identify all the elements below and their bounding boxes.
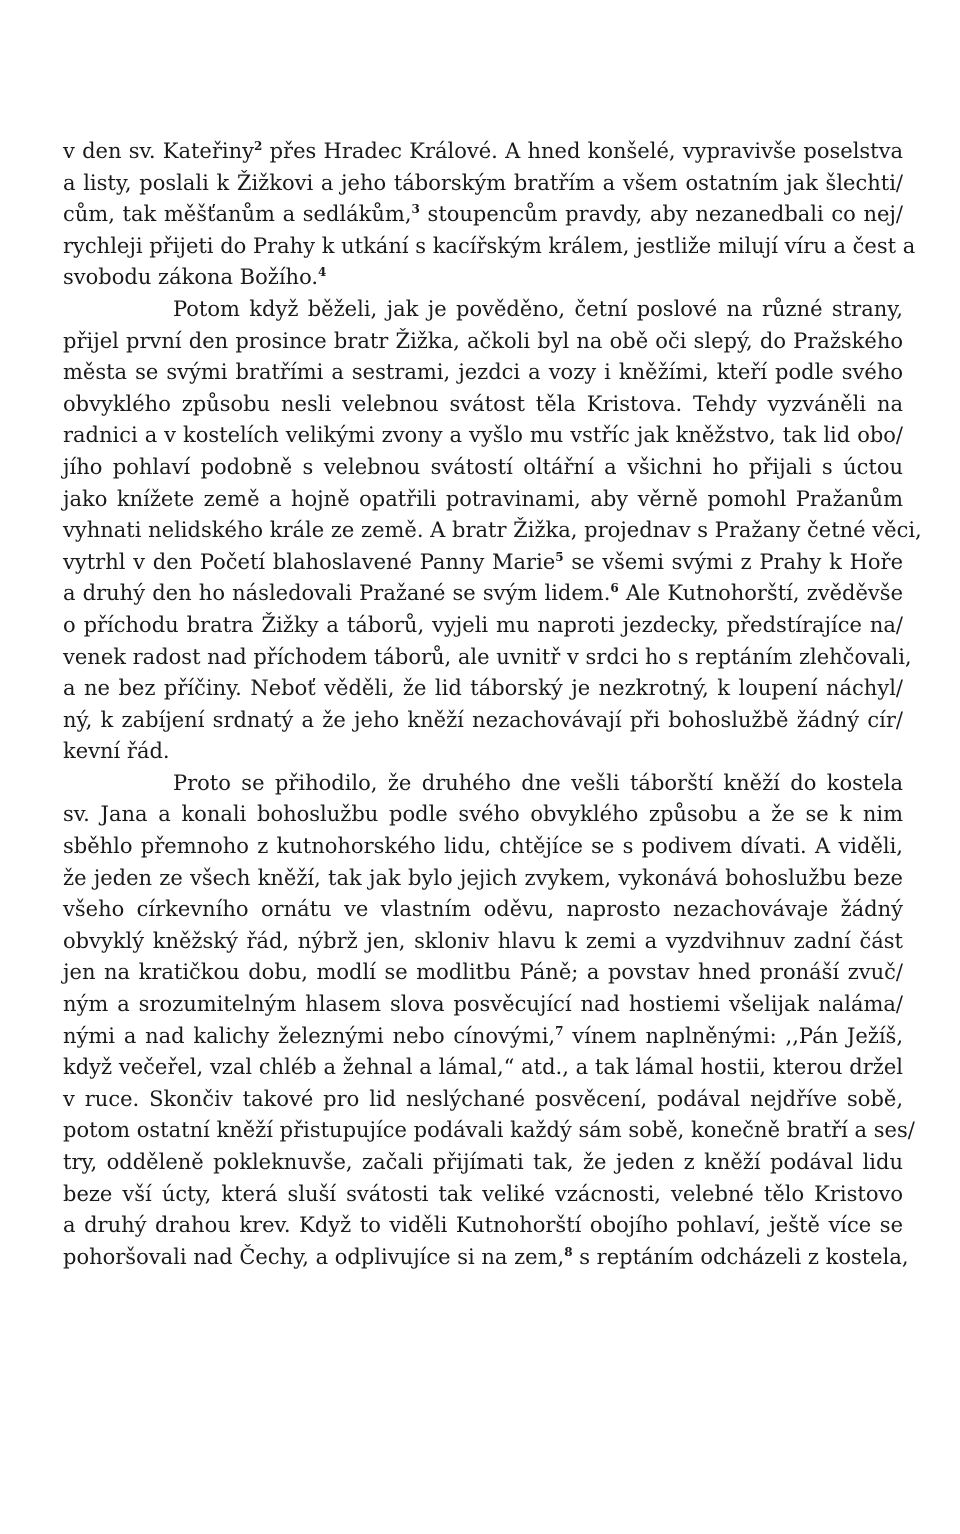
text-segment: venek radost nad příchodem táborů, ale uvnitř v srdci ho s reptáním zlehčovali, [63,644,912,669]
text-segment: ný, k zabíjení srdnatý a že jeho kněží nezachovávají při bohoslužbě žádný cír/ [63,707,903,732]
paragraph [63,768,915,1274]
text-line [63,989,903,1021]
text-segment: pohoršovali nad Čechy, a odplivujíce si na zem, [63,1244,565,1269]
text-segment: rychleji přijeti do Prahy k utkání s kacířským králem, jestliže milují víru a čest a [63,233,916,258]
text-segment: když večeřel, vzal chléb a žehnal a lámal,“ atd., a tak lámal hostii, kterou držel [63,1055,903,1080]
text-line [63,1084,903,1116]
text-line [63,515,922,547]
text-segment: přijel první den prosince bratr Žižka, ačkoli byl na obě oči slepý, do Pražského [63,328,903,353]
text-line [63,1242,909,1274]
text-line [63,1179,903,1211]
footnote-marker: 3 [411,202,420,217]
text-line [63,1021,903,1053]
text-segment: stoupencům pravdy, aby nezanedbali co nej/ [419,202,904,227]
text-line [63,231,916,263]
text-line [63,957,903,989]
text-segment: nými a nad kalichy železnými nebo cínovými, [63,1023,556,1048]
text-line [63,610,903,642]
text-segment: obvyklého způsobu nesli velebnou svátost těla Kristova. Tehdy vyzváněli na [63,391,903,416]
text-line [63,389,903,421]
text-line [63,926,903,958]
text-segment: potom ostatní kněží přistupujíce podávali každý sám sobě, konečně bratří a ses/ [63,1118,915,1143]
text-line [63,136,903,168]
text-line [63,1210,903,1242]
text-segment: a listy, poslali k Žižkovi a jeho táborským bratřím a všem ostatním jak šlechti/ [63,170,903,195]
text-segment: beze vší úcty, která sluší svátosti tak veliké vzácnosti, velebné tělo Kristovo [63,1181,903,1206]
text-segment: sběhlo přemnoho z kutnohorského lidu, chtějíce se s podivem dívati. A viděli, [63,834,903,859]
text-line [63,705,903,737]
text-segment: obvyklý kněžský řád, nýbrž jen, skloniv hlavu k zemi a vyzdvihnuv zadní část [63,928,903,953]
text-segment: Potom když běželi, jak je pověděno, četní poslové na různé strany, [173,296,903,321]
text-line [63,452,903,484]
text-segment: vytrhl v den Početí blahoslavené Panny Marie [63,549,556,574]
text-segment: kevní řád. [63,739,170,764]
footnote-marker: 6 [610,581,619,596]
footnote-marker: 7 [555,1023,564,1038]
text-line [63,484,903,516]
text-segment: radnici a v kostelích velikými zvony a vyšlo mu vstříc jak kněžstvo, tak lid obo/ [63,423,903,448]
paragraph [63,294,922,768]
text-segment: o příchodu bratra Žižky a táborů, vyjeli mu naproti jezdecky, předstírajíce na/ [63,612,903,637]
text-segment: jako knížete země a hojně opatřili potravinami, aby věrně pomohl Pražanům [63,486,903,511]
text-line [63,1052,903,1084]
text-segment: try, odděleně pokleknuvše, začali přijímati tak, že jeden z kněží podával lidu [63,1150,903,1174]
text-line [63,578,903,610]
text-segment: v ruce. Skončiv takové pro lid neslýchané posvěcení, podával nejdříve sobě, [63,1086,903,1111]
text-line [63,1115,915,1147]
text-line [63,863,903,895]
text-segment: vínem naplněnými: ,,Pán Ježíš, [563,1023,904,1048]
text-line [63,199,903,231]
text-line [63,768,903,800]
text-segment: jen na kratičkou dobu, modlí se modlitbu Páně; a povstav hned pronáší zvuč/ [63,960,903,985]
text-line [63,642,912,674]
text-segment: a druhý den ho následovali Pražané se svým lidem. [63,581,611,606]
text-line [63,420,903,452]
text-line [63,673,903,705]
text-segment: ným a srozumitelným hlasem slova posvěcující nad hostiemi všelijak naláma/ [63,992,903,1017]
text-segment: sv. Jana a konali bohoslužbu podle svého obvyklého způsobu a že se k nim [63,802,903,827]
text-segment: v den sv. Kateřiny [63,139,255,163]
text-segment: s reptáním odcházeli z kostela, [572,1244,909,1269]
text-segment: a ne bez příčiny. Neboť věděli, že lid táborský je nezkrotný, k loupení náchyl/ [63,676,903,701]
text-line [63,736,903,768]
text-segment: všeho církevního ornátu ve vlastním oděvu, naprosto nezachovávaje žádný [63,897,903,922]
text-segment: že jeden ze všech kněží, tak jak bylo jejich zvykem, vykonává bohoslužbu beze [63,865,903,890]
text-line [63,262,903,294]
text-line [63,831,903,863]
text-segment: přes Hradec Králové. A hned konšelé, vypravivše poselstva [262,139,904,163]
text-segment: svobodu zákona Božího. [63,265,319,290]
text-line [63,168,903,200]
text-line [63,294,903,326]
paragraph [63,136,916,294]
footnote-marker: 5 [555,549,564,564]
page-body [63,136,922,1273]
text-line [63,799,903,831]
text-segment: vyhnati nelidského krále ze země. A bratr Žižka, projednav s Pražany četné věci, [63,518,922,543]
text-line [63,1147,903,1179]
text-segment: jího pohlaví podobně s velebnou svátostí oltářní a všichni ho přijali s úctou [63,454,903,479]
text-line [63,547,903,579]
text-line [63,326,903,358]
text-line [63,894,903,926]
text-segment: se všemi svými z Prahy k Hoře [563,549,903,574]
text-line [63,357,903,389]
footnote-marker: 4 [318,265,327,280]
text-segment: Proto se přihodilo, že druhého dne vešli táborští kněží do kostela [173,770,903,795]
text-segment: Ale Kutnohorští, zvěděvše [618,581,903,606]
text-segment: a druhý drahou krev. Když to viděli Kutnohorští obojího pohlaví, ještě více se [63,1213,903,1238]
text-segment: města se svými bratřími a sestrami, jezdci a vozy i kněžími, kteří podle svého [63,360,903,385]
text-segment: cům, tak měšťanům a sedlákům, [63,202,412,227]
footnote-marker: 8 [564,1244,573,1259]
footnote-marker: 2 [254,139,263,153]
